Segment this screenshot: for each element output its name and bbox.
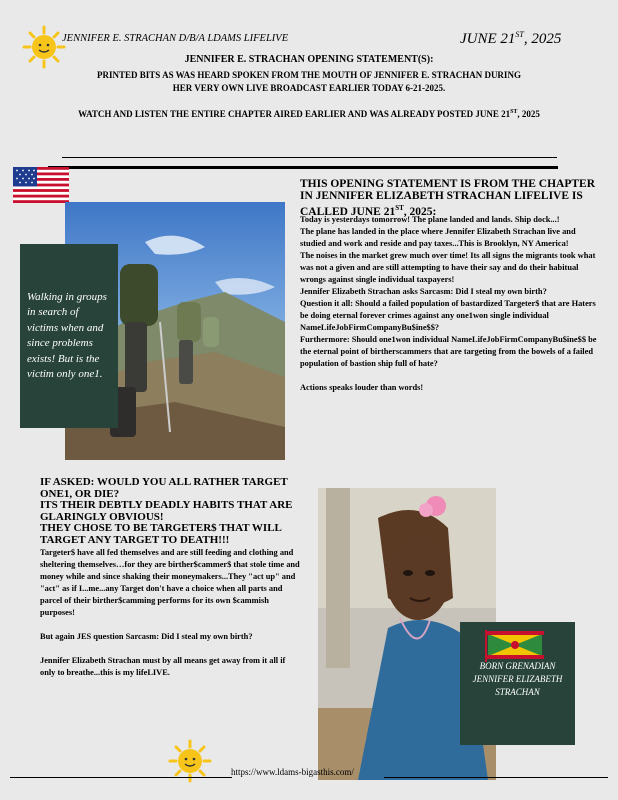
footer-rule-left [10,777,232,778]
targeters-body [40,547,302,679]
body-paragraph: Today is yesterdays tomorrow! The plane landed and lands. Ship dock...! [300,215,560,224]
hikers-caption: Walking in groups in search of victims when and since problems exists! But is the victim only one1. [20,244,118,428]
footer-link[interactable]: https://www.ldams-bigasthis.com/ [231,767,354,777]
body-paragraph: The plane has landed in the place where Jennifer Elizabeth Strachan live and studied and work and reside and pay taxes...This is Brooklyn, NY America! [300,227,576,248]
us-flag-icon [13,167,69,203]
statement-subtitle: PRINTED BITS AS WAS HEARD SPOKEN FROM THE MOUTH OF JENNIFER E. STRACHAN DURING HER VERY OWN LIVE BROADCAST EARLIER TODAY 6-21-2025. [97,70,521,93]
divider-thin [62,157,557,158]
header-company: JENNIFER E. STRACHAN D/B/A LDAMS LIFELIVE [62,33,289,44]
body-paragraph: Jennifer Elizabeth Strachan must by all means get away from it all if only to breathe...this is my lifeLIVE. [40,656,286,677]
grenada-flag-icon [484,628,546,662]
question-heading: IF ASKED: WOULD YOU ALL RATHER TARGET ONE1, OR DIE? ITS THEIR DEBTLY DEADLY HABITS THAT ARE GLARINGLY OBVIOUS! THEY CHOSE TO BE TARGETER$ THAT WILL TARGET ANY TARGET TO DEATH!!! [40,476,293,546]
body-paragraph: But again JES question Sarcasm: Did I steal my own birth? [40,632,253,641]
portrait-caption: BORN GRENADIAN JENNIFER ELIZABETH STRACHAN [472,661,563,697]
body-paragraph: Furthermore: Should one1won individual NameLifeJobFirmCompanyBu$ine$$ be the eternal point of birtherscammers that are targeting from the bowels of a failed population of bastion ship full of hate? [300,335,597,368]
portrait-caption-box [460,622,575,745]
chapter-heading: THIS OPENING STATEMENT IS FROM THE CHAPTER IN JENNIFER ELIZABETH STRACHAN LIFELIVE IS CALLED JUNE 21ST, 2025: [300,178,596,218]
watch-notice: WATCH AND LISTEN THE ENTIRE CHAPTER AIRED EARLIER AND WAS ALREADY POSTED JUNE 21ST, 2025 [78,109,540,119]
body-paragraph: Question it all: Should a failed population of bastardized Targeter$ that are Haters be doing eternal forever crimes against any one1won single individual NameLifeJobFirmCompanyBu$ine$$? [300,299,596,332]
body-paragraph: The noises in the market grew much over time! Its all signs the migrants took what was not a given and are still attempting to have their say and do their habitual wrongs against single individual taxpayers! [300,251,596,284]
body-paragraph: Targeter$ have all fed themselves and are still feeding and clothing and sheltering themselves…for they are birther$cammer$ that stole time and money while and since shaking their moneymakers...They "act up" and "act" as if I...me...any Target don't have a choice when all parts and parcel of their birther$camming performs for its own $cammish purposes! [40,548,300,617]
header-date: JUNE 21ST, 2025 [460,30,562,47]
divider-thick [48,166,558,169]
statement-title: JENNIFER E. STRACHAN OPENING STATEMENT(S): [184,54,434,65]
closing-line: Actions speaks louder than words! [300,383,424,392]
chapter-body [300,214,600,394]
footer-rule-right [384,777,608,778]
body-paragraph: Jennifer Elizabeth Strachan asks Sarcasm: Did I steal my own birth? [300,287,547,296]
